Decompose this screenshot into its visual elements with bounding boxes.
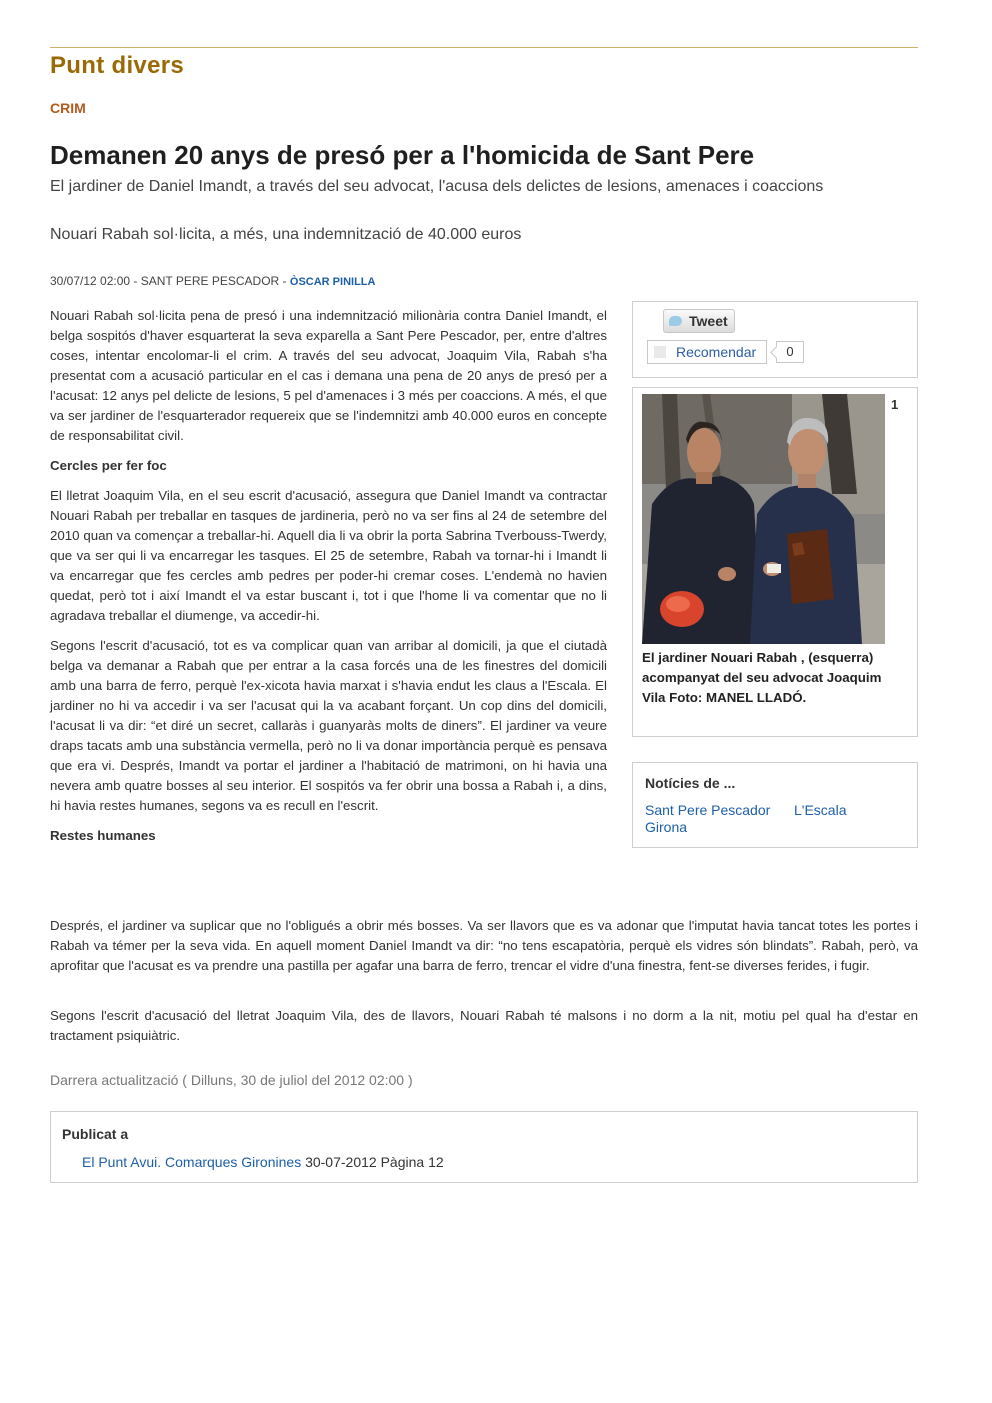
recommend-button[interactable] [647, 340, 767, 364]
news-link-lescala[interactable]: L'Escala [794, 802, 847, 818]
published-in-box [50, 1111, 918, 1183]
paragraph-4: Després, el jardiner va suplicar que no l'obligués a obrir més bosses. Va ser llavors que es va adonar que l'imputat havia tancat totes les portes i Rabah va témer per la seva vida. En aquell moment Daniel Imandt va dir: “no tens escapatòria, perquè els vidres són blindats”. Rabah, però, va aprofitar que l'acusat es va prendre una pastilla per agafar una barra de ferro, trencar el vidre d'una finestra, fent-se diverses ferides, i fugir. [50, 918, 918, 973]
section-title: Punt divers [50, 52, 184, 79]
article-headline: Demanen 20 anys de presó per a l'homicida de Sant Pere [50, 140, 755, 170]
byline-date-place: 30/07/12 02:00 - SANT PERE PESCADOR - [50, 274, 290, 288]
facebook-icon [654, 346, 666, 358]
published-in-title: Publicat a [62, 1126, 129, 1142]
byline [50, 274, 375, 288]
photo-illustration [642, 394, 885, 644]
photo-number: 1 [891, 397, 899, 412]
social-share-box [632, 301, 918, 378]
last-updated: Darrera actualització ( Dilluns, 30 de juliol del 2012 02:00 ) [50, 1072, 413, 1088]
article-subhead: El jardiner de Daniel Imandt, a través del seu advocat, l'acusa dels delictes de lesions, amenaces i coaccions [50, 178, 824, 195]
tweet-label: Tweet [689, 313, 728, 329]
recommend-label: Recomendar [676, 344, 757, 360]
tweet-button[interactable] [663, 309, 735, 333]
paragraph-2: El lletrat Joaquim Vila, en el seu escrit d'acusació, assegura que Daniel Imandt va contractar Nouari Rabah per treballar en tasques de jardineria, però no va ser fins al 24 de setembre del 2010 quan va començar a treballar-hi. Aquell dia li va obrir la porta Sabrina Tverbouss-Twerdy, que va ser qui li va encarregar les tasques. El 25 de setembre, Rabah va tornar-hi i Imandt li va encarregar que fes cercles amb pedres per poder-hi cremar coses. L'endemà no havien quedat, però tot i així Imandt el va estar buscant i, tot i que l'home li va comentar que no li agradava treballar el diumenge, va accedir-hi. [50, 488, 607, 623]
related-news-box [632, 762, 918, 848]
author-link[interactable]: ÒSCAR PINILLA [289, 276, 376, 288]
article-body-column [50, 306, 607, 856]
news-link-sant-pere-pescador[interactable]: Sant Pere Pescador [645, 802, 771, 818]
photo-caption: El jardiner Nouari Rabah , (esquerra) acompanyat del seu advocat Joaquim Vila Foto: MANEL LLADÓ. [642, 650, 882, 705]
paragraph-4-block [50, 916, 918, 976]
publication-link[interactable]: El Punt Avui. Comarques Gironines [82, 1154, 302, 1170]
subheading-cercles: Cercles per fer foc [50, 458, 167, 473]
news-link-girona[interactable]: Girona [645, 819, 688, 835]
paragraph-3: Segons l'escrit d'acusació, tot es va complicar quan van arribar al domicili, ja que el ciutadà belga va demanar a Rabah que per entrar a la casa forcés una de les finestres del domicili amb una barra de ferro, perquè l'ex-xicota havia marxat i s'havia endut les claus a l'Escala. El jardiner no hi va accedir i va ser l'acusat qui la va acabant forçant. Un cop dins del domicili, l'acusat li va dir: “et diré un secret, callaràs i guanyaràs molts de diners”. El jardiner va veure draps tacats amb una substància vermella, però no li va donar importància perquè es pensava que era vi. Després, Imandt va portar el jardiner a l'habitació de matrimoni, on hi havia una nevera amb quatre bosses al seu interior. El sospitós va fer obrir una bossa a Rabah i, a dins, hi havia restes humanes, segons va es recull en l'escrit. [50, 638, 607, 813]
top-divider [50, 47, 918, 48]
publication-date-page: 30-07-2012 Pàgina 12 [301, 1154, 444, 1170]
recommend-count: 0 [776, 341, 804, 363]
article-photo[interactable] [642, 394, 885, 644]
related-news-title: Notícies de ... [645, 775, 736, 791]
paragraph-5-block [50, 1006, 918, 1046]
paragraph-5: Segons l'escrit d'acusació del lletrat Joaquim Vila, des de llavors, Nouari Rabah té malsons i no dorm a la nit, motiu pel qual ha d'estar en tractament psiquiàtric. [50, 1008, 918, 1043]
subheading-restes: Restes humanes [50, 828, 156, 843]
paragraph-1: Nouari Rabah sol·licita pena de presó i una indemnització milionària contra Daniel Imandt, el belga sospitós d'haver esquarterat la seva exparella a Sant Pere Pescador, per, entre d'altres coses, intentar encolomar-li el crim. A través del seu advocat, Joaquim Vila, Rabah s'ha presentat com a acusació particular en el cas i demana una pena de 20 anys de presó per a l'acusat: 12 anys pel delicte de lesions, 5 pel d'amenaces i 3 més per coaccions. A més, el que va ser jardiner de l'esquarterador requereix que se l'indemnitzi amb 40.000 euros en concepte de responsabilitat civil. [50, 308, 607, 443]
article-subhead-secondary: Nouari Rabah sol·licita, a més, una indemnització de 40.000 euros [50, 226, 522, 243]
photo-box [632, 387, 918, 737]
twitter-bird-icon [669, 316, 682, 326]
published-in-line [82, 1154, 444, 1170]
category-label[interactable]: CRIM [50, 100, 86, 116]
